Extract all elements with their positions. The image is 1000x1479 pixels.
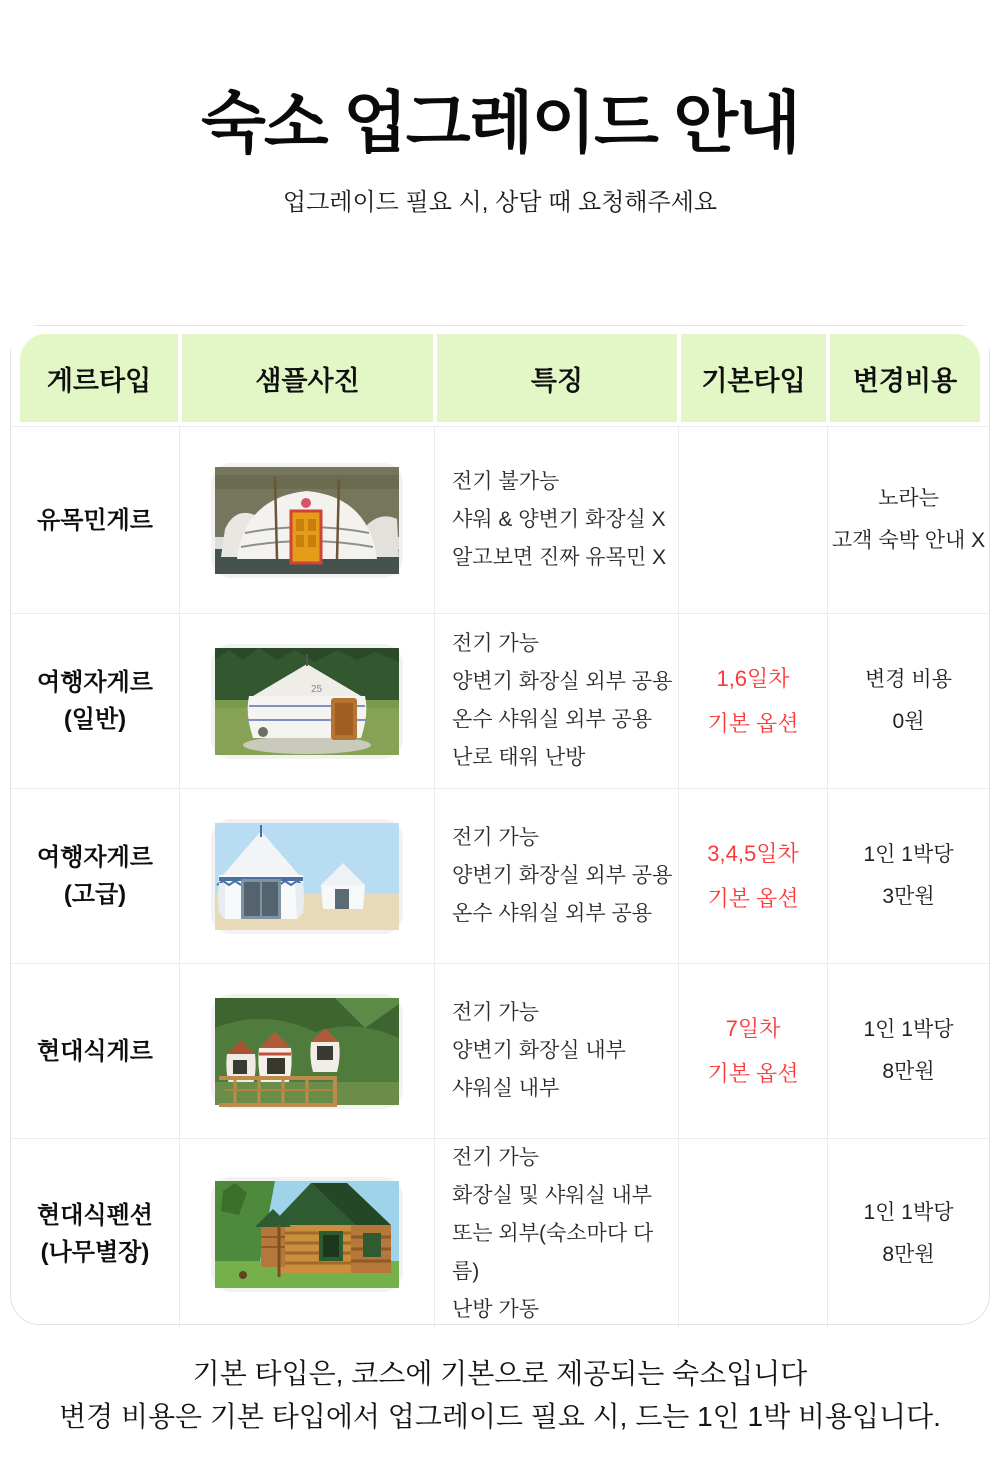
features-cell	[435, 614, 679, 789]
change-cost-cell	[828, 614, 989, 789]
feature-line: 화장실 및 샤워실 내부	[452, 1184, 653, 1207]
change-cost-cell	[828, 427, 989, 614]
ger-type-label: 여행자게르	[37, 844, 153, 871]
cost-line: 8만원	[882, 1243, 935, 1266]
ger-type-cell	[11, 1139, 180, 1329]
header-ger-type: 게르타입	[11, 326, 180, 427]
cost-line: 변경 비용	[865, 668, 952, 691]
change-cost-cell	[828, 789, 989, 964]
base-type-line: 3,4,5일차	[707, 841, 799, 866]
feature-line: 온수 샤워실 외부 공용	[452, 708, 653, 731]
photo-cell	[180, 789, 435, 964]
footer-note-base-type: 기본 타입은, 코스에 기본으로 제공되는 숙소입니다	[192, 1358, 808, 1389]
feature-line: 전기 가능	[452, 826, 539, 849]
base-type-cell	[679, 614, 828, 789]
cost-line: 1인 1박당	[863, 843, 954, 866]
log-cabin-pension-photo	[215, 1181, 399, 1288]
base-type-line: 기본 옵션	[707, 1061, 799, 1086]
ger-type-cell	[11, 789, 180, 964]
footer-note-change-cost: 변경 비용은 기본 타입에서 업그레이드 필요 시, 드는 1인 1박 비용입니다.	[59, 1401, 941, 1432]
traveler-ger-deluxe-photo	[215, 823, 399, 930]
ger-type-sublabel: (고급)	[63, 881, 127, 908]
upgrade-table	[10, 325, 990, 1325]
feature-line: 양변기 화장실 외부 공용	[452, 864, 673, 887]
feature-line: 양변기 화장실 내부	[452, 1039, 626, 1062]
cost-line: 고객 숙박 안내 X	[831, 529, 986, 552]
header-base-type: 기본타입	[679, 326, 828, 427]
feature-line: 샤워 & 양변기 화장실 X	[452, 508, 666, 531]
traveler-ger-standard-photo	[215, 648, 399, 755]
nomad-ger-photo	[215, 467, 399, 574]
modern-ger-photo	[215, 998, 399, 1105]
footer-notes	[0, 1352, 1000, 1438]
photo-cell	[180, 964, 435, 1139]
feature-line: 전기 불가능	[452, 470, 560, 493]
base-type-line: 1,6일차	[716, 666, 790, 691]
base-type-cell	[679, 964, 828, 1139]
ger-type-label: 여행자게르	[37, 669, 153, 696]
ger-type-cell	[11, 427, 180, 614]
cost-line: 3만원	[882, 885, 935, 908]
ger-type-sublabel: (나무별장)	[40, 1239, 150, 1266]
cost-line: 1인 1박당	[863, 1018, 954, 1041]
base-type-cell	[679, 1139, 828, 1329]
header-change-cost: 변경비용	[828, 326, 989, 427]
page-title: 숙소 업그레이드 안내	[201, 86, 799, 161]
features-cell	[435, 964, 679, 1139]
feature-line: 양변기 화장실 외부 공용	[452, 670, 673, 693]
feature-line: 난방 가동	[452, 1298, 539, 1321]
photo-cell	[180, 1139, 435, 1329]
features-cell	[435, 1139, 679, 1329]
feature-line: 전기 가능	[452, 1001, 539, 1024]
ger-type-cell	[11, 964, 180, 1139]
feature-line: 알고보면 진짜 유목민 X	[452, 546, 667, 569]
base-type-cell	[679, 789, 828, 964]
cost-line: 0원	[892, 710, 925, 733]
feature-line: 또는 외부(숙소마다 다름)	[452, 1222, 654, 1283]
photo-cell	[180, 614, 435, 789]
ger-type-label: 유목민게르	[37, 506, 153, 534]
change-cost-cell	[828, 964, 989, 1139]
base-type-line: 7일차	[725, 1016, 781, 1041]
cost-line: 8만원	[882, 1060, 935, 1083]
cost-line: 1인 1박당	[863, 1201, 954, 1224]
base-type-line: 기본 옵션	[707, 886, 799, 911]
page-subtitle: 업그레이드 필요 시, 상담 때 요청해주세요	[282, 189, 718, 216]
header-sample-photo: 샘플사진	[180, 326, 435, 427]
ger-type-label: 현대식펜션	[37, 1202, 153, 1229]
base-type-cell	[679, 427, 828, 614]
change-cost-cell	[828, 1139, 989, 1329]
feature-line: 샤워실 내부	[452, 1077, 560, 1100]
ger-type-sublabel: (일반)	[63, 706, 127, 733]
features-cell	[435, 789, 679, 964]
header-features: 특징	[435, 326, 679, 427]
feature-line: 전기 가능	[452, 1146, 539, 1169]
features-cell	[435, 427, 679, 614]
feature-line: 전기 가능	[452, 632, 539, 655]
feature-line: 난로 태워 난방	[452, 746, 586, 769]
svg-text:25: 25	[311, 683, 323, 695]
base-type-line: 기본 옵션	[707, 711, 799, 736]
ger-type-label: 현대식게르	[37, 1037, 153, 1065]
cost-line: 노라는	[878, 487, 939, 510]
feature-line: 온수 샤워실 외부 공용	[452, 902, 653, 925]
photo-cell	[180, 427, 435, 614]
ger-type-cell	[11, 614, 180, 789]
accommodation-upgrade-page	[0, 70, 1000, 1479]
